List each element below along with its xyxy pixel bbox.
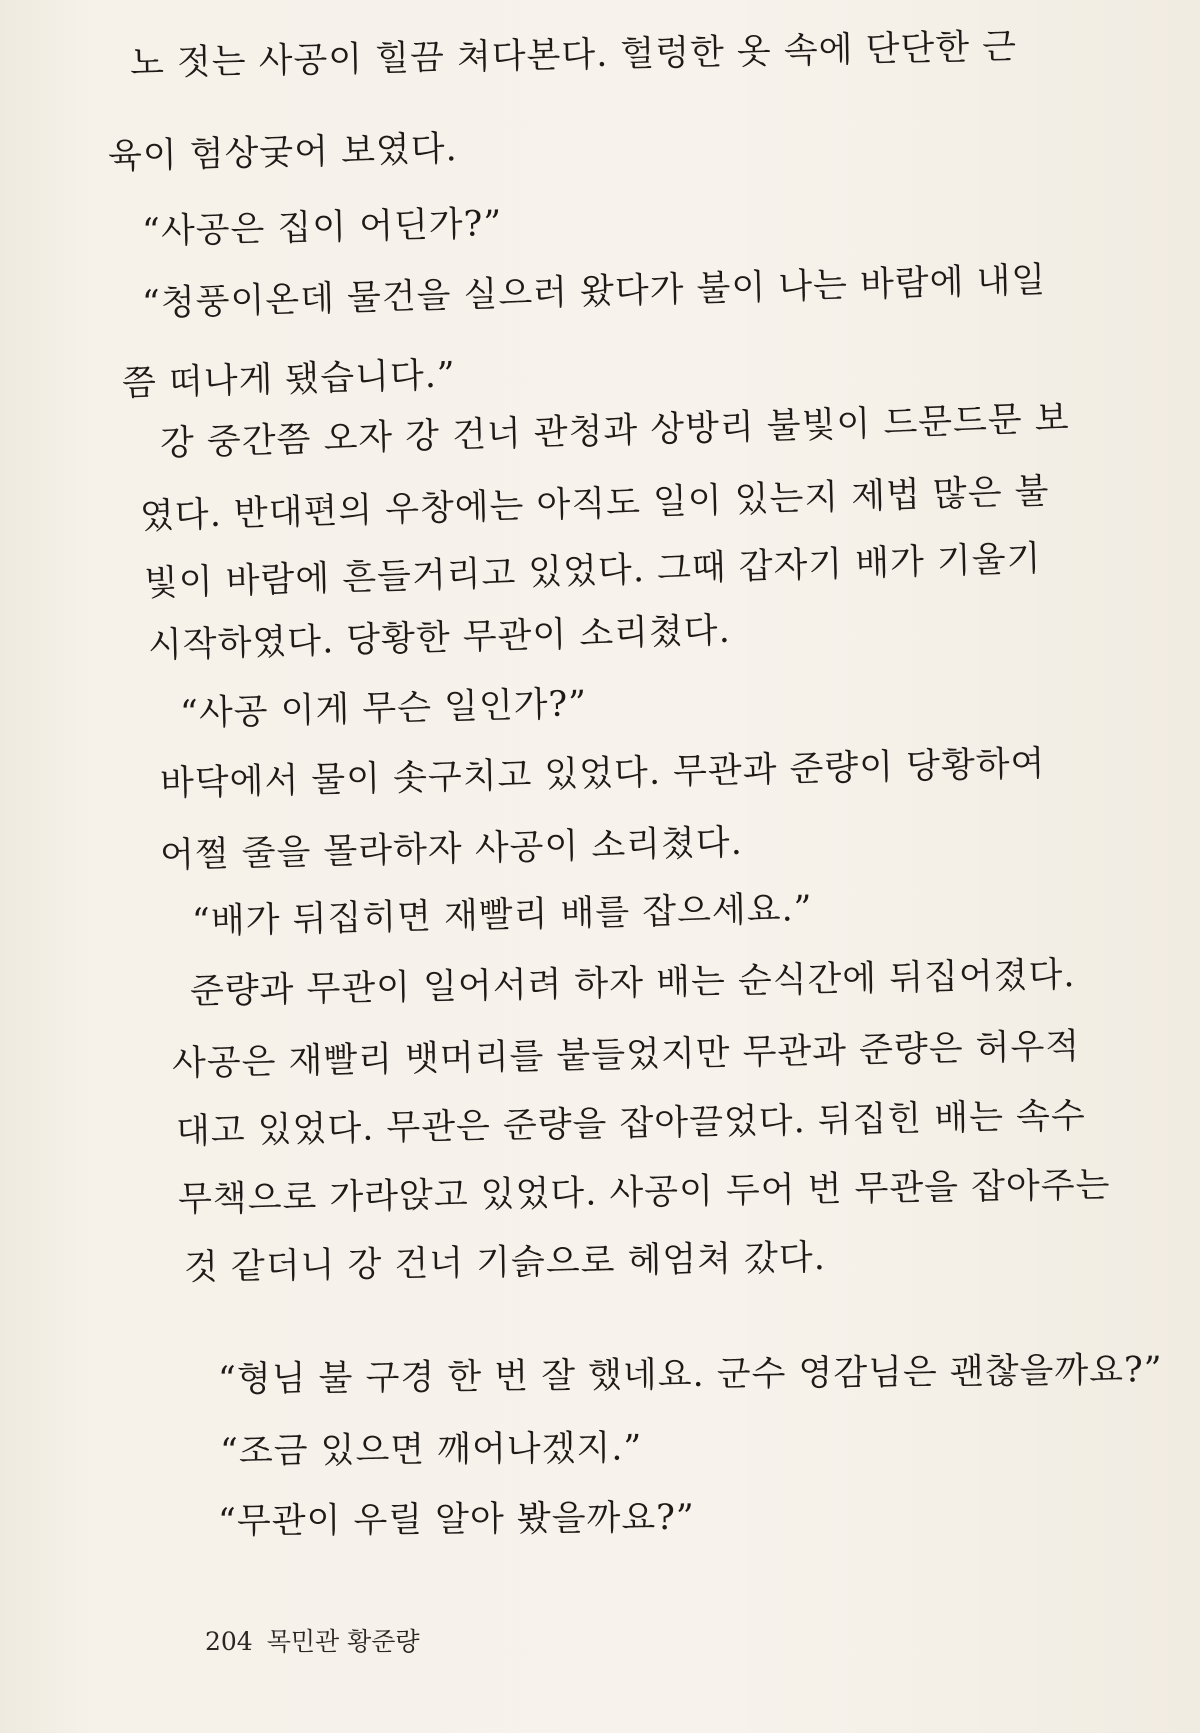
text-line: 것 같더니 강 건너 기슭으로 헤엄쳐 갔다.	[183, 1237, 827, 1288]
text-line: 대고 있었다. 무관은 준량을 잡아끌었다. 뒤집힌 배는 속수	[175, 1096, 1087, 1152]
text-line: 빛이 바람에 흔들거리고 있었다. 그때 갑자기 배가 기울기	[143, 538, 1042, 604]
text-line: 였다. 반대편의 우창에는 아직도 일이 있는지 제법 많은 불	[139, 471, 1051, 537]
running-title: 목민관 황준량	[266, 1627, 420, 1656]
page-footer	[205, 1622, 420, 1658]
text-line: “배가 뒤집히면 재빨리 배를 잡으세요.”	[191, 889, 813, 942]
text-line: “무관이 우릴 알아 봤을까요?”	[217, 1497, 696, 1542]
text-line: 어쩔 줄을 몰라하자 사공이 소리쳤다.	[159, 822, 744, 876]
text-line: “사공은 집이 어딘가?”	[141, 203, 503, 252]
text-line: 강 중간쯤 오자 강 건너 관청과 상방리 불빛이 드문드문 보	[159, 398, 1071, 464]
text-line: “형님 불 구경 한 번 잘 했네요. 군수 영감님은 괜찮을까요?”	[217, 1350, 1163, 1400]
text-line: 육이 험상궂어 보였다.	[107, 129, 459, 177]
text-line: “청풍이온데 물건을 실으러 왔다가 불이 나는 바람에 내일	[141, 260, 1047, 324]
text-line: “조금 있으면 깨어나겠지.”	[219, 1428, 643, 1472]
text-line: 쯤 떠나게 됐습니다.”	[121, 355, 457, 404]
text-line: 바닥에서 물이 솟구치고 있었다. 무관과 준량이 당황하여	[159, 743, 1046, 804]
text-line: 무책으로 가라앉고 있었다. 사공이 두어 번 무관을 잡아주는	[177, 1165, 1111, 1220]
text-line: 사공은 재빨리 뱃머리를 붙들었지만 무관과 준량은 허우적	[171, 1026, 1081, 1084]
page-number: 204	[205, 1627, 253, 1656]
text-line: 준량과 무관이 일어서려 하자 배는 순식간에 뒤집어졌다.	[189, 955, 1076, 1012]
text-line: “사공 이게 무슨 일인가?”	[179, 684, 588, 734]
text-line: 시작하였다. 당황한 무관이 소리쳤다.	[147, 610, 732, 666]
text-line: 노 젓는 사공이 힐끔 쳐다본다. 헐렁한 옷 속에 단단한 근	[129, 26, 1018, 84]
